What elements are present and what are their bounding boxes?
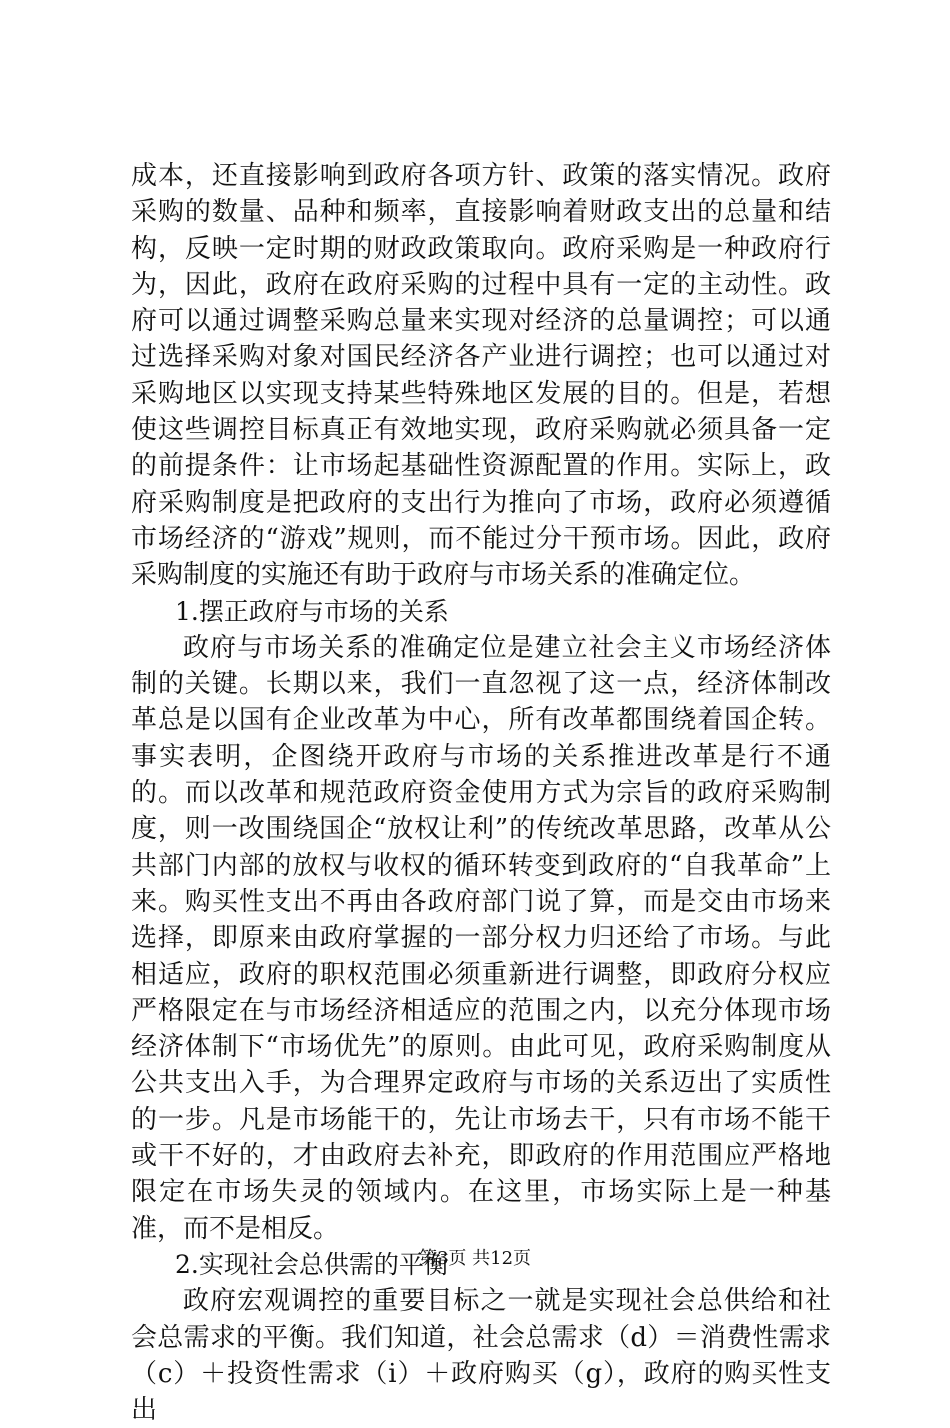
section-heading-2: 2.实现社会总供需的平衡 [175, 1249, 449, 1279]
paragraph-section-2: 政府宏观调控的重要目标之一就是实现社会总供给和社会总需求的平衡。我们知道，社会总需求（d）＝消费性需求（c）＋投资性需求（i）＋政府购买（g），政府的购买性支出 [131, 1286, 831, 1426]
paragraph-section-1: 政府与市场关系的准确定位是建立社会主义市场经济体制的关键。长期以来，我们一直忽视了这一点，经济体制改革总是以国有企业改革为中心，所有改革都围绕着国企转。事实表明，企图绕开政府与市场的关系推进改革是行不通的。而以改革和规范政府资金使用方式为宗旨的政府采购制度，则一改围绕国企“放权让利”的传统改革思路，改革从公共部门内部的放权与收权的循环转变到政府的“自我革命”上来。购买性支出不再由各政府部门说了算，而是交由市场来选择，即原来由政府掌握的一部分权力归还给了市场。与此相适应，政府的职权范围必须重新进行调整，即政府分权应严格限定在与市场经济相适应的范围之内，以充分体现市场经济体制下“市场优先”的原则。由此可见，政府采购制度从公共支出入手，为合理界定政府与市场的关系迈出了实质性的一步。凡是市场能干的，先让市场去干，只有市场不能干或干不好的，才由政府去补充，即政府的作用范围应严格地限定在市场失灵的领域内。在这里，市场实际上是一种基准，而不是相反。 [131, 632, 831, 1244]
section-heading-1: 1.摆正政府与市场的关系 [175, 596, 449, 626]
paragraph-opening: 成本，还直接影响到政府各项方针、政策的落实情况。政府采购的数量、品种和频率，直接影响着财政支出的总量和结构，反映一定时期的财政政策取向。政府采购是一种政府行为，因此，政府在政府采购的过程中具有一定的主动性。政府可以通过调整采购总量来实现对经济的总量调控；可以通过选择采购对象对国民经济各产业进行调控；也可以通过对采购地区以实现支持某些特殊地区发展的目的。但是，若想使这些调控目标真正有效地实现，政府采购就必须具备一定的前提条件：让市场起基础性资源配置的作用。实际上，政府采购制度是把政府的支出行为推向了市场，政府必须遵循市场经济的“游戏”规则，而不能过分干预市场。因此，政府采购制度的实施还有助于政府与市场关系的准确定位。 [131, 161, 831, 591]
document-body [131, 158, 831, 1428]
page-number-footer: 第3页 共12页 [418, 1248, 532, 1269]
